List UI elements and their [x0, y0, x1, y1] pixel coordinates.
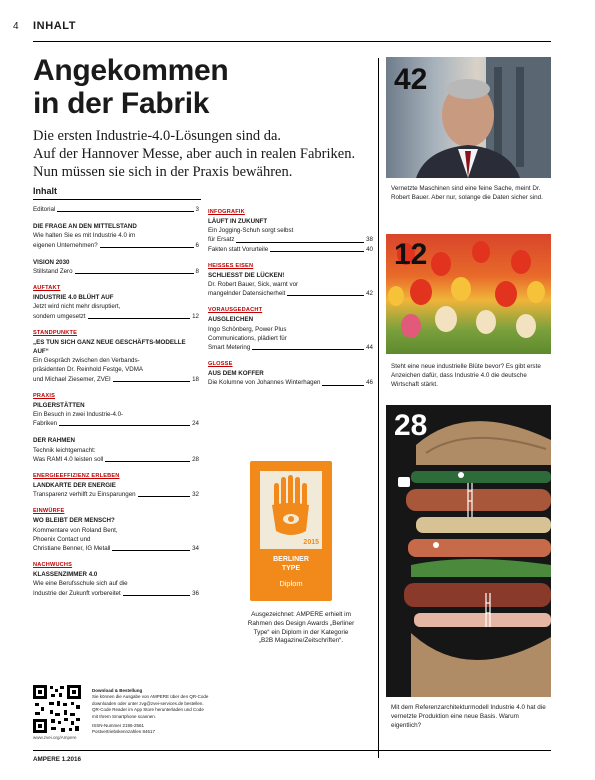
toc-entry[interactable]	[33, 231, 199, 249]
toc-entry-text: Ein Jogging-Schuh sorgt selbst	[208, 227, 294, 235]
toc-leader	[123, 595, 190, 596]
toc-page-number: 44	[366, 344, 373, 352]
toc-entry-text: Ein Besuch in zwei Industrie-4.0-	[33, 411, 124, 419]
toc-leader	[322, 385, 364, 386]
toc-group	[208, 262, 373, 299]
toc-entry-text: Stillstand Zero	[33, 268, 73, 276]
toc-entry-text: Industrie der Zukunft vorbereitet	[33, 589, 121, 597]
toc-entry-text: und Michael Ziesemer, ZVEI	[33, 375, 111, 383]
toc-page-number: 6	[195, 241, 199, 249]
toc-headline: LÄUFT IN ZUKUNFT	[208, 218, 268, 225]
toc-entry-row	[208, 235, 373, 244]
toc-headline: INDUSTRIE 4.0 BLÜHT AUF	[33, 294, 114, 302]
toc-entry[interactable]	[33, 302, 199, 320]
toc-entry-text: Ein Gespräch zwischen den Verbands-	[33, 357, 140, 365]
toc-entry[interactable]	[208, 226, 373, 244]
burger-illustration	[386, 405, 551, 697]
photo-3-number: 28	[394, 409, 428, 442]
toc-headline: DER RAHMEN	[33, 437, 75, 445]
toc-entry-text: Kommentare von Roland Bent,	[33, 526, 118, 534]
toc-entry[interactable]	[208, 378, 373, 387]
section-label: INHALT	[33, 20, 77, 32]
toc-headline: SCHLIESST DIE LÜCKEN!	[208, 271, 285, 279]
toc-entry-row	[33, 419, 199, 428]
toc-page-number: 38	[366, 236, 373, 244]
toc-category: VORAUSGEDACHT	[208, 307, 263, 314]
toc-label: Inhalt	[33, 186, 57, 196]
toc-page-number: 18	[192, 375, 199, 383]
photo-robert-bauer[interactable]	[386, 57, 551, 178]
toc-group	[208, 360, 373, 387]
toc-headline: PILGERSTÄTTEN	[33, 401, 85, 409]
award-caption-line-4: „B2B Magazine/Zeitschriften“.	[258, 637, 344, 645]
berliner-type-award	[250, 461, 332, 601]
toc-category: STANDPUNKTE	[33, 329, 78, 336]
title-line-2: in der Fabrik	[33, 87, 210, 120]
toc-entry-text: Ingo Schönberg, Power Plus	[208, 325, 287, 333]
toc-headline: „ES TUN SICH GANZ NEUE GESCHÄFTS-MODELLE AUF“	[33, 338, 186, 356]
toc-entry[interactable]	[33, 490, 199, 499]
award-caption-line-3: Type“ ein Diplom in der Kategorie	[253, 628, 349, 636]
postvertrieb: Postvertriebskennzahlen 84617	[92, 729, 156, 735]
toc-page-number: 34	[192, 545, 199, 553]
toc-entry-row	[33, 544, 199, 553]
toc-leader	[112, 550, 190, 551]
toc-headline: AUS DEM KOFFER	[208, 370, 264, 378]
toc-category: GLOSSE	[208, 361, 233, 368]
toc-headline: LANDKARTE DER ENERGIE	[33, 482, 116, 490]
toc-group	[33, 436, 199, 464]
toc-group	[33, 507, 199, 553]
toc-entry-text: Technik leichtgemacht:	[33, 446, 96, 454]
toc-entry[interactable]	[33, 267, 199, 276]
photo-2-number: 12	[394, 238, 428, 271]
toc-headline: KLASSENZIMMER 4.0	[33, 571, 98, 579]
toc-group	[33, 329, 199, 384]
download-info	[92, 688, 232, 736]
toc-entry-row	[33, 375, 199, 384]
toc-entry[interactable]	[208, 325, 373, 353]
download-title: Download & Bestellung	[92, 688, 143, 693]
toc-entry[interactable]	[33, 410, 199, 428]
lead-text	[33, 127, 378, 181]
lead-line-3: Nun müssen sie sich in der Praxis bewähren.	[33, 164, 293, 180]
qr-url[interactable]: www.zvei.org/Ampere	[33, 735, 77, 740]
toc-page-number: 12	[192, 312, 199, 320]
toc-entry-text: Jetzt wird nicht mehr disruptiert,	[33, 303, 121, 311]
toc-left-column	[33, 205, 199, 606]
photo-3-caption: Mit dem Referenzarchitekturmodell Industrie 4.0 hat die vernetzte Produktion eine neue Basis. Warum eigentlich?	[391, 704, 546, 729]
award-caption-line-2: Rahmen des Design Awards „Berliner	[247, 619, 355, 627]
toc-leader	[59, 425, 190, 426]
issn: ISSN-Nummer 2196-2561	[92, 723, 145, 729]
toc-entry[interactable]	[33, 579, 199, 597]
toc-group	[33, 392, 199, 429]
award-line-3: Diplom	[279, 579, 303, 588]
toc-entry-text: Communications, plädiert für	[208, 334, 287, 342]
toc-group	[208, 208, 373, 254]
photo-1-caption: Vernetzte Maschinen sind eine feine Sache, meint Dr. Robert Bauer. Aber nur, solange die Daten sicher sind.	[391, 185, 543, 201]
toc-entry[interactable]	[208, 280, 373, 298]
toc-page-number: 3	[195, 206, 199, 213]
toc-page-number: 36	[192, 589, 199, 597]
toc-page-number: 8	[195, 268, 199, 276]
qr-code-icon	[33, 685, 81, 733]
toc-entry[interactable]	[208, 245, 373, 254]
award-caption	[230, 611, 372, 646]
toc-leader	[113, 381, 190, 382]
toc-category: EINWÜRFE	[33, 508, 65, 515]
toc-entry[interactable]	[33, 205, 199, 214]
toc-category: ENERGIEEFFIZIENZ ERLEBEN	[33, 473, 120, 480]
toc-category: HEISSES EISEN	[208, 262, 254, 269]
infographic-burger[interactable]	[386, 405, 551, 697]
toc-category: NACHWUCHS	[33, 562, 73, 569]
toc-entry-text: Wie halten Sie es mit Industrie 4.0 im	[33, 232, 136, 240]
toc-entry-text: Fabriken	[33, 420, 58, 428]
toc-leader	[236, 242, 364, 243]
hand-eye-icon	[260, 471, 322, 549]
toc-leader	[138, 496, 191, 497]
toc-group	[208, 306, 373, 352]
toc-entry-row	[33, 490, 199, 499]
award-emblem	[260, 471, 322, 549]
toc-leader	[88, 318, 190, 319]
toc-group	[33, 561, 199, 598]
toc-entry-row	[33, 267, 199, 276]
toc-entry-row	[33, 205, 199, 214]
award-line-1: BERLINER	[273, 556, 309, 563]
toc-leader	[100, 247, 194, 248]
toc-leader	[252, 349, 364, 350]
download-line-1: Sie können die Ausgabe von AMPERE über den QR-Code	[92, 694, 209, 700]
toc-leader	[270, 251, 364, 252]
lead-line-1: Die ersten Industrie-4.0-Lösungen sind da.	[33, 128, 282, 144]
toc-page-number: 42	[366, 290, 373, 298]
toc-entry-text: Christiane Benner, IG Metall	[33, 545, 111, 553]
toc-category: AUFTAKT	[33, 285, 61, 292]
toc-entry-row	[208, 245, 373, 254]
toc-page-number: 24	[192, 420, 199, 428]
toc-group	[33, 284, 199, 321]
toc-group	[33, 222, 199, 250]
toc-entry-text: präsidenten Dr. Reinhold Festge, VDMA	[33, 366, 144, 374]
toc-group	[33, 472, 199, 499]
toc-entry-text: Die Kolumne von Johannes Winterhagen	[208, 379, 321, 387]
toc-entry-text: Was RAMI 4.0 leisten soll	[33, 455, 104, 463]
toc-right-column	[208, 208, 373, 396]
toc-entry-text: Wie eine Berufsschule sich auf die	[33, 580, 128, 588]
download-line-4: mit Ihrem Smartphone scannen.	[92, 713, 157, 719]
toc-entry-text: für Ersatz	[208, 236, 235, 244]
page-number: 4	[13, 21, 19, 32]
title-line-1: Angekommen	[33, 54, 229, 87]
toc-entry-text: Smart Metering	[208, 344, 251, 352]
toc-entry-text: Transparenz verhilft zu Einsparungen	[33, 491, 136, 499]
toc-page-number: 28	[192, 455, 199, 463]
toc-leader	[57, 211, 193, 212]
toc-rule	[33, 199, 201, 200]
top-rule	[33, 41, 551, 42]
award-year: 2015	[303, 539, 319, 546]
toc-entry-text: mangelnder Datensicherheit	[208, 290, 286, 298]
toc-entry-text: sondern umgesetzt	[33, 312, 86, 320]
toc-page-number: 46	[366, 379, 373, 387]
toc-entry-row	[208, 289, 373, 298]
toc-leader	[105, 461, 190, 462]
toc-entry[interactable]	[33, 526, 199, 554]
photo-1-number: 42	[394, 63, 428, 96]
footer-issue: AMPERE 1.2016	[33, 756, 81, 763]
toc-headline: AUSGLEICHEN	[208, 316, 254, 324]
toc-entry-row	[33, 589, 199, 598]
toc-entry-text: Editorial	[33, 206, 56, 213]
toc-entry-text: eigenen Unternehmen?	[33, 241, 98, 249]
toc-leader	[75, 273, 194, 274]
toc-entry-text: Fakten statt Vorurteile	[208, 245, 269, 253]
toc-group	[33, 258, 199, 276]
download-line-2: downloaden oder unter zvg@zvei-services.de bestellen.	[92, 700, 204, 706]
toc-headline: WO BLEIBT DER MENSCH?	[33, 517, 115, 525]
qr-code[interactable]	[33, 685, 81, 733]
toc-entry-text: Phoenix Contact und	[33, 535, 91, 543]
toc-entry-text: Dr. Robert Bauer, Sick, warnt vor	[208, 281, 299, 289]
bottom-rule	[33, 750, 551, 751]
toc-entry-row	[208, 378, 373, 387]
photo-2-caption: Steht eine neue industrielle Blüte bevor? Es gibt erste Anzeichen dafür, dass Industrie 4.0 die deutsche Wirtschaft stärkt.	[391, 363, 541, 388]
toc-group	[33, 205, 199, 214]
photo-tulips[interactable]	[386, 234, 551, 354]
column-divider	[378, 58, 379, 758]
toc-headline: DIE FRAGE AN DEN MITTELSTAND	[33, 223, 137, 231]
lead-line-2: Auf der Hannover Messe, aber auch in realen Fabriken.	[33, 146, 356, 162]
award-line-2: TYPE	[281, 565, 301, 572]
toc-page-number: 40	[366, 245, 373, 253]
toc-leader	[287, 295, 364, 296]
page-title	[33, 54, 373, 120]
toc-entry-row	[33, 455, 199, 464]
toc-page-number: 32	[192, 491, 199, 499]
toc-category: INFOGRAFIK	[208, 209, 245, 215]
toc-headline: VISION 2030	[33, 258, 70, 266]
toc-entry[interactable]	[33, 446, 199, 464]
toc-entry-row	[33, 241, 199, 250]
award-caption-line-1: Ausgezeichnet: AMPERE erhielt im	[251, 611, 351, 618]
toc-entry-row	[33, 312, 199, 321]
toc-entry-row	[208, 343, 373, 352]
toc-entry[interactable]	[33, 356, 199, 384]
toc-category: PRAXIS	[33, 392, 56, 399]
download-line-3: QR-Code Reader im App Store herunterladen und Code	[92, 707, 204, 713]
